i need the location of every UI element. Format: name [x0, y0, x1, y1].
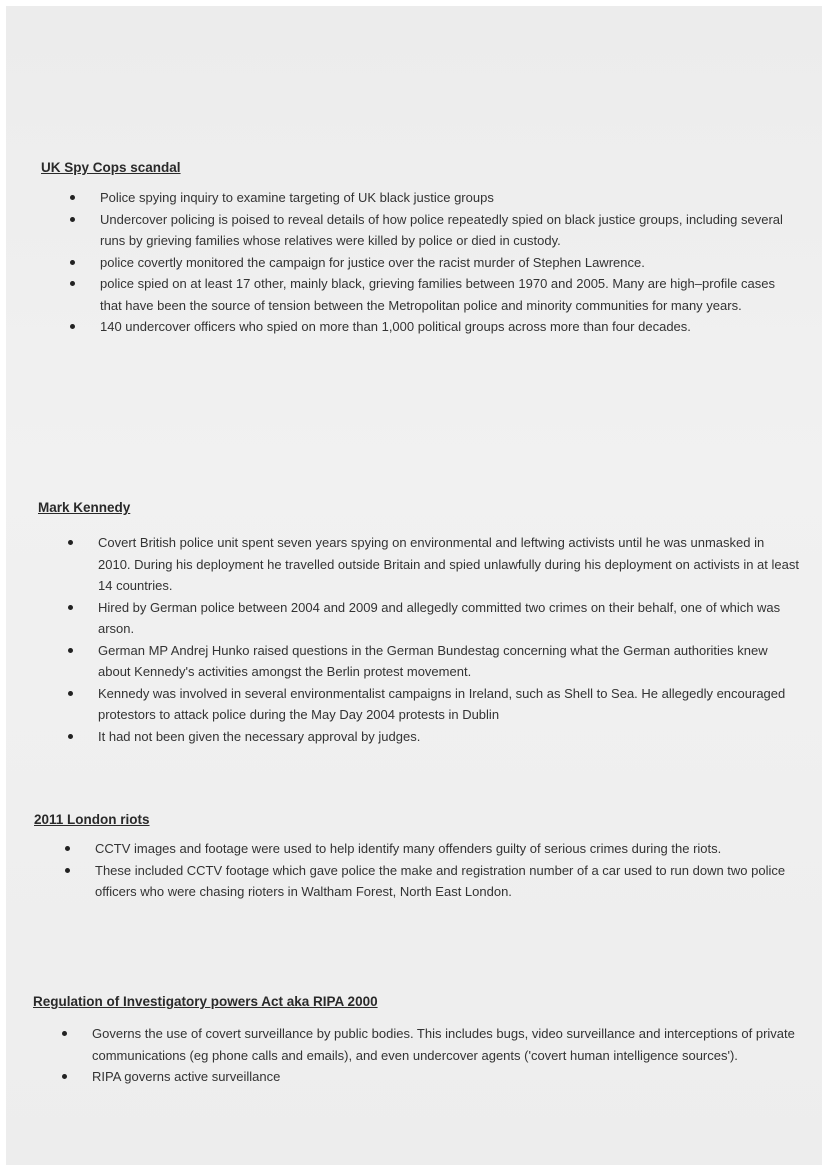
bullet-dot-icon: [70, 260, 75, 265]
bullet-item: [100, 273, 800, 316]
bullet-text: RIPA governs active surveillance: [92, 1069, 281, 1084]
bullet-text: Hired by German police between 2004 and 2009 and allegedly committed two crimes on their behalf, one of which was arson.: [98, 599, 781, 636]
bullet-item: [100, 252, 800, 274]
bullet-list: [98, 532, 800, 747]
bullet-item: [100, 187, 800, 209]
document-page: [6, 6, 822, 1165]
bullet-dot-icon: [68, 605, 73, 610]
bullet-text: It had not been given the necessary approval by judges.: [98, 728, 421, 744]
section-mark-kennedy: [6, 500, 822, 747]
bullet-item: [95, 860, 800, 903]
bullet-item: [98, 683, 800, 726]
bullet-list: [100, 187, 800, 338]
bullet-dot-icon: [70, 217, 75, 222]
bullet-text: police spied on at least 17 other, mainly black, grieving families between 1970 and 2005. Many are high–profile cases that have been the source of tension between the Metropolitan police and minority communities for many years.: [100, 276, 775, 313]
bullet-item: [98, 726, 800, 748]
bullet-dot-icon: [70, 324, 75, 329]
bullet-text: Covert British police unit spent seven years spying on environmental and leftwing activists until he was unmasked in 2010. During his deployment he travelled outside Britain and spied unlawfully during his deployment on activists in at least 14 countries.: [98, 535, 799, 593]
bullet-item: [100, 316, 800, 338]
bullet-dot-icon: [68, 691, 73, 696]
section-london-riots: [6, 812, 822, 903]
bullet-item: [98, 532, 800, 597]
bullet-text: German MP Andrej Hunko raised questions in the German Bundestag concerning what the German authorities knew about Kennedy's activities amongst the Berlin protest movement.: [98, 642, 768, 679]
bullet-dot-icon: [70, 195, 75, 200]
section-heading: 2011 London riots: [34, 812, 150, 827]
section-heading: Mark Kennedy: [38, 500, 131, 515]
bullet-text: police covertly monitored the campaign for justice over the racist murder of Stephen Lawrence.: [100, 254, 645, 270]
section-uk-spy-cops: [6, 160, 822, 338]
bullet-item: [92, 1023, 800, 1066]
bullet-list: [92, 1023, 800, 1088]
bullet-text: CCTV images and footage were used to help identify many offenders guilty of serious crimes during the riots.: [95, 841, 722, 856]
bullet-dot-icon: [68, 540, 73, 545]
bullet-text: Undercover policing is poised to reveal details of how police repeatedly spied on black justice groups, including several runs by grieving families whose relatives were killed by police or died in custody.: [100, 211, 783, 248]
bullet-text: Police spying inquiry to examine targeting of UK black justice groups: [100, 190, 494, 205]
bullet-dot-icon: [65, 868, 70, 873]
bullet-text: Governs the use of covert surveillance by public bodies. This includes bugs, video surveillance and interceptions of private communications (eg phone calls and emails), and even undercover agents ('covert human intelligence sources').: [92, 1026, 795, 1063]
bullet-item: [100, 209, 800, 252]
bullet-dot-icon: [65, 846, 70, 851]
bullet-dot-icon: [62, 1031, 67, 1036]
bullet-dot-icon: [68, 734, 73, 739]
bullet-dot-icon: [62, 1074, 67, 1079]
bullet-dot-icon: [70, 281, 75, 286]
bullet-text: Kennedy was involved in several environmentalist campaigns in Ireland, such as Shell to Sea. He allegedly encouraged protestors to attack police during the May Day 2004 protests in Dublin: [98, 685, 786, 722]
bullet-list: [95, 838, 800, 903]
bullet-text: 140 undercover officers who spied on more than 1,000 political groups across more than four decades.: [100, 319, 691, 334]
bullet-dot-icon: [68, 648, 73, 653]
section-heading: Regulation of Investigatory powers Act aka RIPA 2000: [33, 994, 378, 1009]
bullet-text: These included CCTV footage which gave police the make and registration number of a car used to run down two police officers who were chasing rioters in Waltham Forest, North East London.: [95, 862, 786, 899]
bullet-item: [98, 640, 800, 683]
bullet-item: [92, 1066, 800, 1088]
bullet-item: [98, 597, 800, 640]
section-ripa: [6, 994, 822, 1088]
bullet-item: [95, 838, 800, 860]
section-heading: UK Spy Cops scandal: [41, 160, 181, 175]
